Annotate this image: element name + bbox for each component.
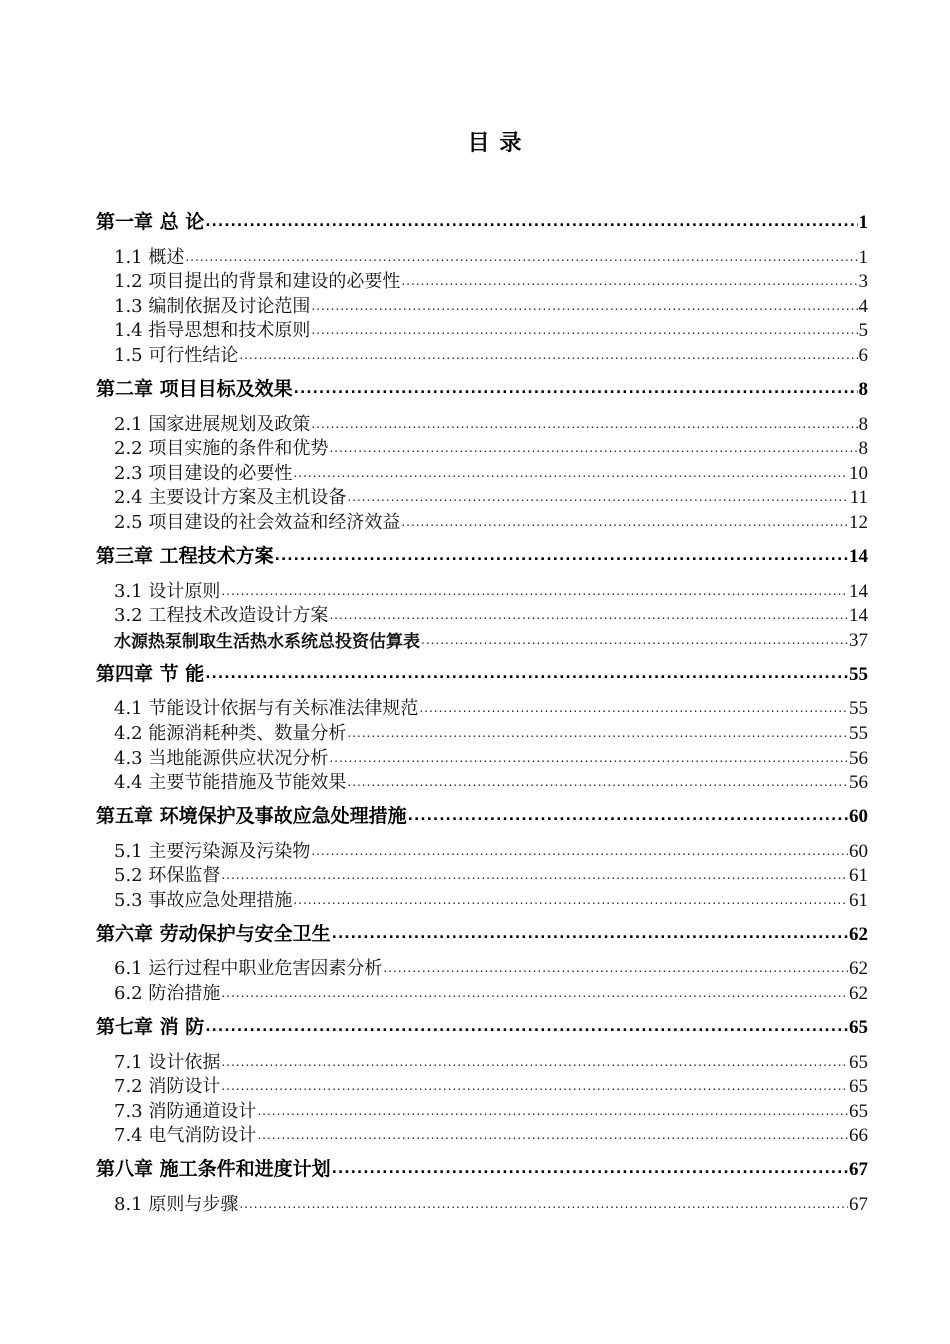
toc-page-number: 61 [849, 865, 868, 887]
toc-page-number: 55 [849, 663, 868, 685]
toc-page-number: 56 [849, 772, 868, 794]
toc-dot-leader [293, 893, 848, 907]
toc-entry-label: 第四章 节 能 [96, 662, 205, 685]
toc-entry-label: 4.1 节能设计依据与有关标准法律规范 [114, 698, 419, 720]
toc-section-entry[interactable] [96, 1098, 868, 1123]
toc-entry-label: 5.1 主要污染源及污染物 [114, 840, 311, 862]
toc-page-number: 55 [849, 722, 868, 744]
toc-page-number: 65 [849, 1017, 868, 1039]
toc-entry-label: 7.3 消防通道设计 [114, 1100, 257, 1122]
toc-section-entry[interactable] [96, 269, 868, 294]
toc-section-entry[interactable] [96, 720, 868, 745]
toc-entry-label: 5.3 事故应急处理措施 [114, 889, 293, 911]
toc-dot-leader [205, 666, 848, 682]
toc-dot-leader [205, 214, 857, 230]
toc-section-entry[interactable] [96, 411, 868, 436]
toc-chapter-entry[interactable] [96, 662, 868, 686]
toc-section-entry[interactable] [96, 1123, 868, 1148]
toc-chapter-entry[interactable] [96, 210, 868, 234]
toc-dot-leader [408, 808, 848, 824]
toc-entry-label: 第七章 消 防 [96, 1016, 205, 1039]
toc-dot-leader [401, 515, 848, 529]
toc-entry-label: 5.2 环保监督 [114, 865, 221, 887]
toc-section-entry[interactable] [96, 838, 868, 863]
toc-dot-leader [221, 1079, 848, 1093]
toc-section-entry[interactable] [96, 293, 868, 318]
toc-page-number: 1 [858, 246, 868, 268]
toc-page-number: 65 [849, 1076, 868, 1098]
toc-dot-leader [294, 381, 858, 397]
toc-entry-label: 第一章 总 论 [96, 211, 205, 233]
toc-dot-leader [185, 250, 857, 264]
toc-dot-leader [329, 608, 848, 622]
toc-dot-leader [401, 274, 857, 288]
toc-chapter-entry[interactable] [96, 1015, 868, 1039]
toc-page-number: 65 [849, 1100, 868, 1122]
toc-title: 目 录 [467, 131, 523, 156]
toc-section-entry[interactable] [96, 244, 868, 269]
toc-section-entry[interactable] [96, 887, 868, 912]
toc-dot-leader [275, 548, 848, 564]
toc-page-number: 5 [858, 320, 868, 342]
toc-section-entry[interactable] [96, 436, 868, 461]
toc-page-number: 67 [849, 1194, 868, 1216]
toc-page-number: 8 [858, 378, 868, 400]
toc-entry-label: 1.3 编制依据及讨论范围 [114, 295, 311, 317]
toc-entry-label: 1.1 概述 [114, 246, 185, 268]
toc-entry-label: 第六章 劳动保护与安全卫生 [96, 922, 331, 945]
toc-page-number: 62 [849, 983, 868, 1005]
toc-section-entry[interactable] [96, 745, 868, 770]
toc-entry-label: 7.1 设计依据 [114, 1051, 221, 1073]
toc-section-entry[interactable] [96, 1049, 868, 1074]
toc-page-number: 4 [858, 295, 868, 317]
toc-entry-label: 1.2 项目提出的背景和建设的必要性 [114, 271, 401, 293]
toc-section-entry[interactable] [96, 1191, 868, 1216]
toc-page-number: 56 [849, 747, 868, 769]
toc-entry-label: 8.1 原则与步骤 [114, 1194, 239, 1216]
toc-entry-label: 7.2 消防设计 [114, 1076, 221, 1098]
toc-page-number: 14 [849, 605, 868, 627]
toc-section-entry[interactable] [96, 627, 868, 652]
toc-dot-leader [221, 868, 848, 882]
toc-page-number: 12 [849, 511, 868, 533]
toc-section-entry[interactable] [96, 460, 868, 485]
toc-page-number: 61 [849, 889, 868, 911]
toc-chapter-entry[interactable] [96, 544, 868, 568]
toc-entry-label: 4.2 能源消耗种类、数量分析 [114, 722, 347, 744]
toc-dot-leader [239, 1197, 848, 1211]
toc-page-number: 6 [858, 344, 868, 366]
toc-page-number: 14 [849, 545, 868, 567]
toc-page-number: 65 [849, 1051, 868, 1073]
toc-page-number: 11 [849, 487, 868, 509]
toc-page-number: 60 [849, 840, 868, 862]
toc-page-number: 14 [849, 580, 868, 602]
toc-dot-leader [332, 1161, 848, 1177]
toc-page-number: 1 [858, 212, 868, 233]
toc-entry-label: 第二章 项目目标及效果 [96, 377, 293, 400]
toc-chapter-entry[interactable] [96, 377, 868, 401]
toc-dot-leader [311, 417, 857, 431]
toc-entry-label: 2.1 国家进展规划及政策 [114, 413, 311, 435]
toc-entry-label: 2.2 项目实施的条件和优势 [114, 438, 329, 460]
toc-section-entry[interactable] [96, 603, 868, 628]
toc-page-number: 10 [849, 462, 868, 484]
toc-dot-leader [419, 701, 848, 715]
toc-section-entry[interactable] [96, 980, 868, 1005]
toc-dot-leader [257, 1104, 848, 1118]
toc-section-entry[interactable] [96, 956, 868, 981]
toc-section-entry[interactable] [96, 509, 868, 534]
toc-dot-leader [311, 299, 857, 313]
toc-dot-leader [329, 751, 848, 765]
toc-dot-leader [347, 726, 848, 740]
toc-page-number: 3 [858, 271, 868, 293]
toc-chapter-entry[interactable] [96, 804, 868, 828]
toc-entry-label: 2.3 项目建设的必要性 [114, 462, 293, 484]
toc-page-number: 62 [849, 958, 868, 980]
toc-page-number: 8 [858, 413, 868, 435]
toc-dot-leader [257, 1128, 848, 1142]
toc-section-entry[interactable] [96, 863, 868, 888]
toc-entry-label: 6.2 防治措施 [114, 983, 221, 1005]
toc-page-number: 8 [858, 438, 868, 460]
toc-entry-label: 4.3 当地能源供应状况分析 [114, 747, 329, 769]
toc-chapter-entry[interactable] [96, 922, 868, 946]
toc-section-entry[interactable] [96, 1074, 868, 1099]
toc-entry-label: 2.5 项目建设的社会效益和经济效益 [114, 511, 401, 533]
toc-dot-leader [332, 926, 848, 942]
toc-entry-label: 水源热泵制取生活热水系统总投资估算表 [114, 631, 420, 652]
toc-entry-label: 第八章 施工条件和进度计划 [96, 1158, 331, 1181]
toc-section-entry[interactable] [96, 485, 868, 510]
toc-dot-leader [239, 348, 857, 362]
toc-page-number: 67 [849, 1159, 868, 1181]
toc-page-number: 55 [849, 698, 868, 720]
toc-section-entry[interactable] [96, 770, 868, 795]
toc-dot-leader [383, 961, 848, 975]
toc-dot-leader [311, 323, 857, 337]
toc-dot-leader [329, 441, 857, 455]
toc-entry-label: 6.1 运行过程中职业危害因素分析 [114, 958, 383, 980]
toc-page-number: 60 [849, 806, 868, 828]
toc-entry-label: 1.4 指导思想和技术原则 [114, 320, 311, 342]
table-of-contents [96, 210, 868, 1216]
toc-page-number: 62 [849, 923, 868, 945]
toc-section-entry[interactable] [96, 342, 868, 367]
toc-dot-leader [205, 1019, 848, 1035]
toc-page-number: 66 [849, 1125, 868, 1147]
toc-dot-leader [221, 584, 848, 598]
toc-section-entry[interactable] [96, 578, 868, 603]
toc-dot-leader [221, 1055, 848, 1069]
toc-page-number: 37 [849, 629, 868, 651]
toc-entry-label: 第三章 工程技术方案 [96, 544, 274, 567]
toc-dot-leader [347, 490, 848, 504]
toc-dot-leader [311, 844, 848, 858]
toc-dot-leader [221, 986, 848, 1000]
toc-dot-leader [421, 633, 848, 647]
toc-dot-leader [347, 775, 848, 789]
toc-entry-label: 3.2 工程技术改造设计方案 [114, 605, 329, 627]
toc-chapter-entry[interactable] [96, 1157, 868, 1181]
toc-entry-label: 第五章 环境保护及事故应急处理措施 [96, 805, 407, 828]
toc-entry-label: 1.5 可行性结论 [114, 344, 239, 366]
toc-section-entry[interactable] [96, 696, 868, 721]
toc-entry-label: 3.1 设计原则 [114, 580, 221, 602]
toc-entry-label: 2.4 主要设计方案及主机设备 [114, 487, 347, 509]
toc-section-entry[interactable] [96, 318, 868, 343]
toc-entry-label: 4.4 主要节能措施及节能效果 [114, 772, 347, 794]
toc-entry-label: 7.4 电气消防设计 [114, 1125, 257, 1147]
toc-dot-leader [293, 466, 848, 480]
